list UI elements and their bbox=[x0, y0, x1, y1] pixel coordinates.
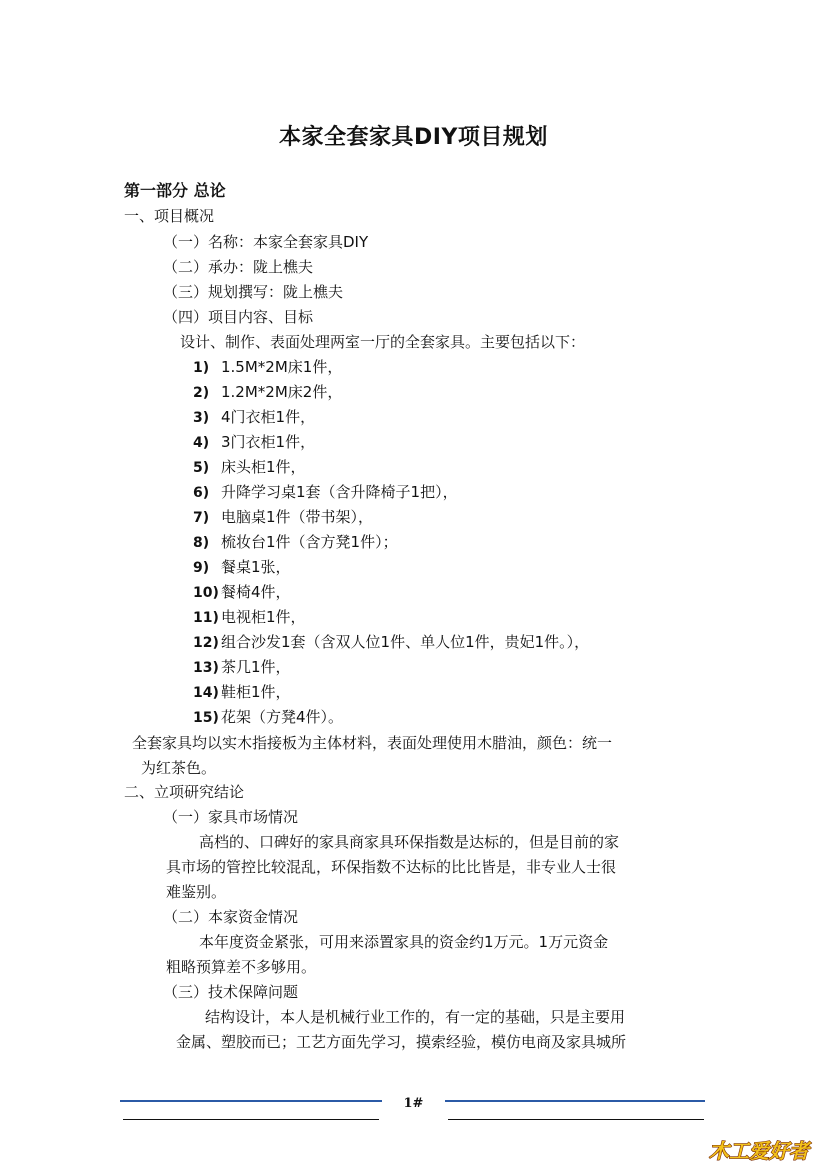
furniture-list-item bbox=[193, 682, 291, 703]
list-text: 餐椅4件， bbox=[221, 583, 291, 601]
list-number: 14) bbox=[193, 685, 219, 701]
content-intro: 设计、制作、表面处理两室一厅的全套家具。主要包括以下： bbox=[180, 333, 586, 351]
paragraph-line: 具市场的管控比较混乱，环保指数不达标的比比皆是，非专业人士很 bbox=[166, 858, 617, 876]
page-title: 本家全套家具DIY项目规划 bbox=[279, 125, 548, 150]
paragraph-line: 本年度资金紧张，可用来添置家具的资金约1万元。1万元资金 bbox=[199, 933, 609, 951]
furniture-list-item bbox=[193, 357, 342, 378]
list-text: 床头柜1件， bbox=[221, 458, 306, 476]
furniture-list-item bbox=[193, 532, 398, 553]
list-text: 3门衣柜1件， bbox=[221, 433, 316, 451]
list-text: 电视柜1件， bbox=[221, 608, 306, 626]
furniture-list-item bbox=[193, 432, 315, 453]
list-text: 1.5M*2M床1件， bbox=[221, 358, 343, 376]
list-text: 升降学习桌1套（含升降椅子1把）， bbox=[221, 483, 458, 501]
section1-item: （二）承办：陇上樵夫 bbox=[163, 258, 314, 276]
list-text: 1.2M*2M床2件， bbox=[221, 383, 343, 401]
list-number: 9) bbox=[193, 560, 210, 576]
section1-item: （四）项目内容、目标 bbox=[163, 308, 314, 326]
furniture-list-item bbox=[193, 507, 373, 528]
list-number: 11) bbox=[193, 610, 219, 626]
paragraph-line: 难鉴别。 bbox=[166, 883, 227, 901]
part-heading: 第一部分 总论 bbox=[124, 181, 226, 200]
list-number: 7) bbox=[193, 510, 210, 526]
list-text: 梳妆台1件（含方凳1件）； bbox=[221, 533, 398, 551]
list-number: 3) bbox=[193, 410, 210, 426]
furniture-list-item bbox=[193, 557, 291, 578]
page-number: 1# bbox=[403, 1096, 424, 1111]
list-number: 10) bbox=[193, 585, 219, 601]
footer-rule bbox=[448, 1119, 704, 1120]
list-number: 6) bbox=[193, 485, 210, 501]
site-logo bbox=[700, 1136, 818, 1164]
list-number: 1) bbox=[193, 360, 210, 376]
subsection-heading: （二）本家资金情况 bbox=[163, 908, 299, 926]
furniture-list-item bbox=[193, 457, 306, 478]
paragraph-line: 高档的、口碑好的家具商家具环保指数是达标的，但是目前的家 bbox=[199, 833, 620, 851]
list-number: 13) bbox=[193, 660, 219, 676]
list-text: 茶几1件， bbox=[221, 658, 291, 676]
list-text: 鞋柜1件， bbox=[221, 683, 291, 701]
paragraph-line: 粗略预算差不多够用。 bbox=[166, 958, 317, 976]
furniture-list-item bbox=[193, 707, 343, 728]
svg-text:木工爱好者: 木工爱好者 bbox=[709, 1139, 809, 1163]
furniture-list-item bbox=[193, 582, 291, 603]
summary-line: 全套家具均以实木指接板为主体材料，表面处理使用木腊油，颜色：统一 bbox=[132, 734, 613, 752]
list-number: 15) bbox=[193, 710, 219, 726]
furniture-list-item bbox=[193, 407, 315, 428]
furniture-list-item bbox=[193, 482, 458, 503]
list-text: 花架（方凳4件）。 bbox=[221, 708, 344, 726]
summary-line: 为红茶色。 bbox=[141, 759, 217, 777]
section2-heading: 二、立项研究结论 bbox=[124, 783, 245, 801]
furniture-list-item bbox=[193, 382, 342, 403]
footer-rule bbox=[123, 1119, 379, 1120]
list-text: 组合沙发1套（含双人位1件、单人位1件，贵妃1件。）， bbox=[221, 633, 590, 651]
section1-item: （一）名称：本家全套家具DIY bbox=[163, 233, 369, 251]
list-number: 2) bbox=[193, 385, 210, 401]
section1-item: （三）规划撰写：陇上樵夫 bbox=[163, 283, 344, 301]
furniture-list-item bbox=[193, 607, 306, 628]
subsection-heading: （三）技术保障问题 bbox=[163, 983, 299, 1001]
list-text: 餐桌1张， bbox=[221, 558, 291, 576]
section1-heading: 一、项目概况 bbox=[124, 207, 215, 225]
list-number: 8) bbox=[193, 535, 210, 551]
subsection-heading: （一）家具市场情况 bbox=[163, 808, 299, 826]
furniture-list-item bbox=[193, 632, 589, 653]
list-text: 电脑桌1件（带书架）， bbox=[221, 508, 374, 526]
furniture-list-item bbox=[193, 657, 291, 678]
paragraph-line: 金属、塑胶而已；工艺方面先学习，摸索经验，模仿电商及家具城所 bbox=[176, 1033, 627, 1051]
paragraph-line: 结构设计，本人是机械行业工作的，有一定的基础，只是主要用 bbox=[205, 1008, 626, 1026]
list-text: 4门衣柜1件， bbox=[221, 408, 316, 426]
list-number: 5) bbox=[193, 460, 210, 476]
list-number: 4) bbox=[193, 435, 210, 451]
list-number: 12) bbox=[193, 635, 219, 651]
